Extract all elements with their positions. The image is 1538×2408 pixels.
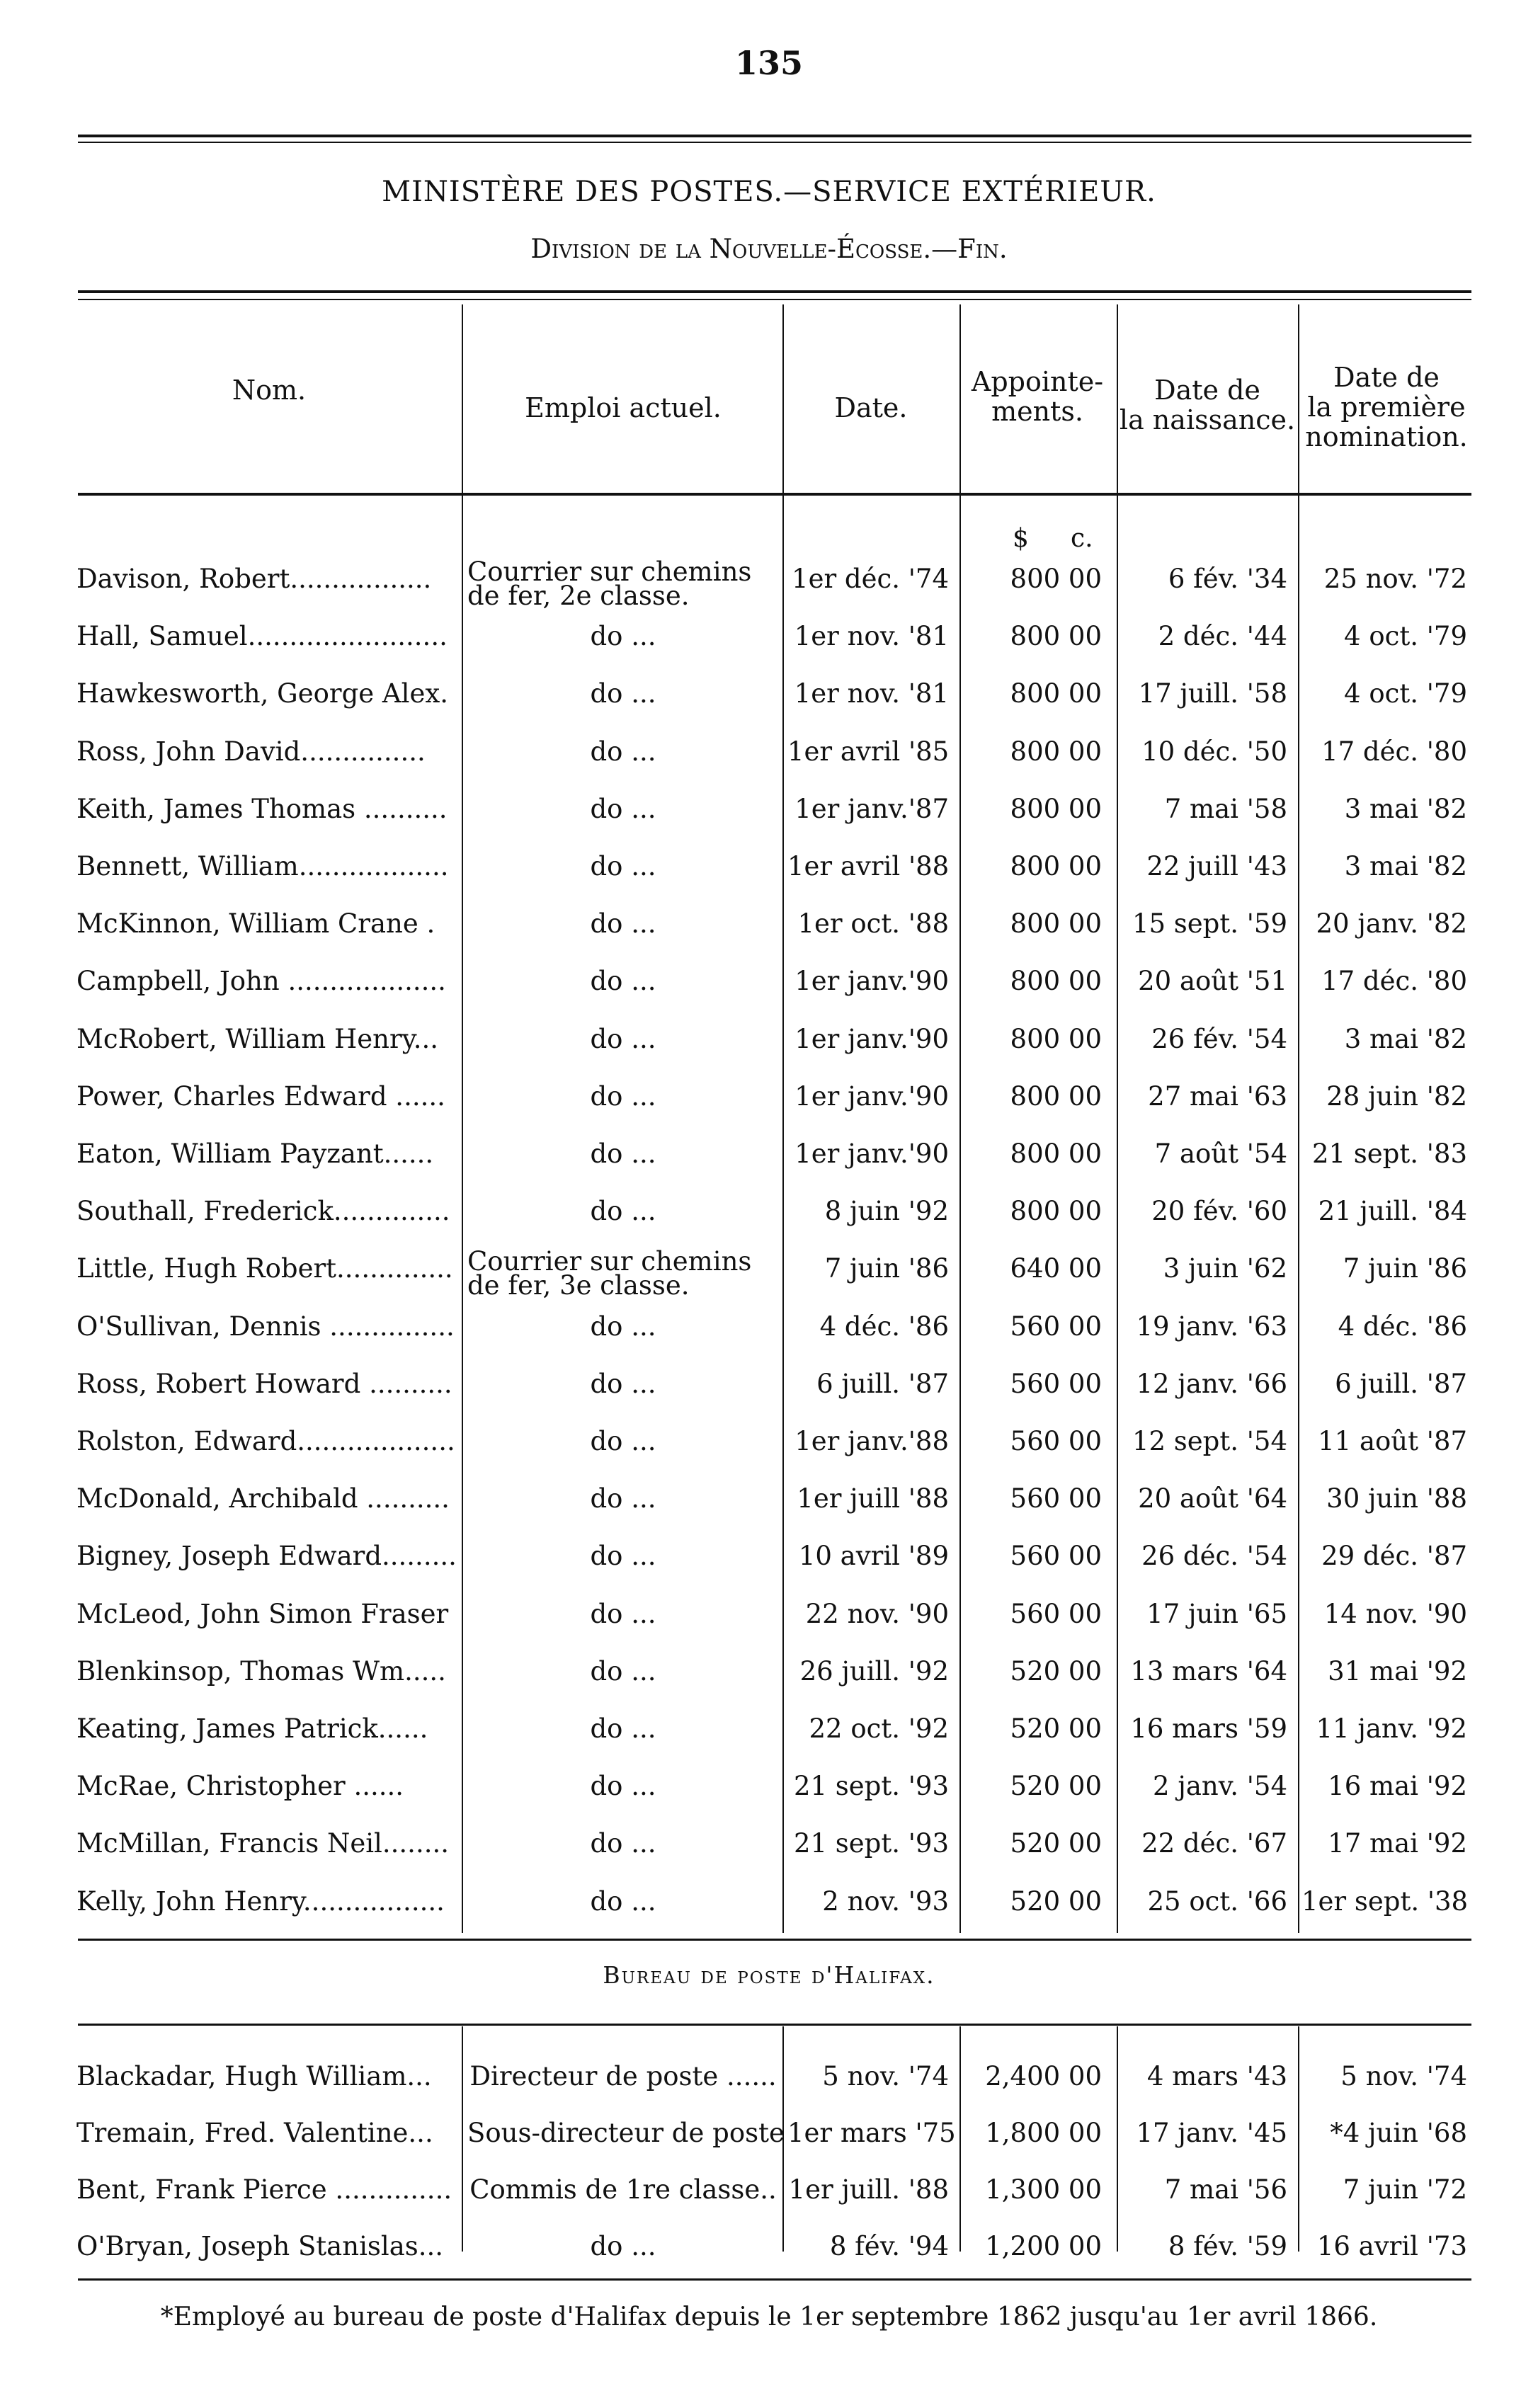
top-rule-thick <box>78 135 1471 137</box>
cell-date: 26 juill. '92 <box>799 1655 949 1687</box>
cell-job: Courrier sur chemins de fer, 3e classe. <box>467 1246 752 1301</box>
units-dollars: $ <box>1013 524 1029 553</box>
table-row <box>0 1311 1538 1368</box>
cell-date: 21 sept. '93 <box>793 1828 949 1859</box>
units-cents: c. <box>1071 524 1093 553</box>
cell-job: do ... <box>590 2231 656 2261</box>
cell-birth: 13 mars '64 <box>1130 1655 1287 1687</box>
cell-job: do ... <box>590 851 656 881</box>
cell-name: Rolston, Edward................... <box>76 1426 455 1456</box>
table-row <box>0 1138 1538 1195</box>
cell-date: 1er déc. '74 <box>792 564 949 594</box>
top-rule-thin <box>78 142 1471 143</box>
cell-name: Tremain, Fred. Valentine... <box>76 2118 433 2148</box>
cell-birth: 4 mars '43 <box>1146 2061 1287 2092</box>
page-title: MINISTÈRE DES POSTES.—SERVICE EXTÉRIEUR. <box>382 176 1156 208</box>
cell-pay: 560 00 <box>1010 1483 1102 1514</box>
cell-birth: 6 fév. '34 <box>1168 564 1287 594</box>
cell-name: Keith, James Thomas .......... <box>76 793 448 824</box>
cell-nomination: 11 août '87 <box>1318 1426 1467 1456</box>
cell-date: 1er avril '85 <box>787 736 950 767</box>
cell-name: Davison, Robert................. <box>76 564 432 594</box>
table-row <box>0 736 1538 793</box>
cell-date: 21 sept. '93 <box>793 1771 949 1802</box>
cell-date: 1er juill '88 <box>797 1483 949 1514</box>
cell-date: 1er avril '88 <box>787 851 950 881</box>
cell-nomination: 31 mai '92 <box>1328 1655 1467 1687</box>
table-row <box>0 620 1538 678</box>
cell-nomination: 21 sept. '83 <box>1311 1139 1467 1169</box>
table-row <box>0 908 1538 965</box>
cell-nomination: 7 juin '86 <box>1343 1253 1467 1284</box>
cell-birth: 26 fév. '54 <box>1151 1023 1287 1054</box>
header-pay <box>959 367 1115 426</box>
cell-nomination: 3 mai '82 <box>1344 1023 1467 1054</box>
cell-pay: 640 00 <box>1010 1253 1102 1284</box>
cell-name: Hawkesworth, George Alex. <box>76 678 448 709</box>
cell-name: Ross, John David............... <box>76 736 426 767</box>
cell-name: McMillan, Francis Neil........ <box>76 1828 449 1859</box>
cell-pay: 1,800 00 <box>985 2118 1102 2148</box>
cell-job: do ... <box>590 1828 656 1859</box>
table-row <box>0 1368 1538 1425</box>
cell-birth: 27 mai '63 <box>1148 1080 1287 1112</box>
cell-job: Sous-directeur de poste <box>467 2118 785 2148</box>
cell-pay: 800 00 <box>1010 1196 1102 1227</box>
cell-date: 22 oct. '92 <box>809 1713 949 1744</box>
header-top-rule-thin <box>78 299 1471 300</box>
cell-job: do ... <box>590 1483 656 1514</box>
cell-name: Southall, Frederick.............. <box>76 1196 450 1227</box>
cell-job: do ... <box>590 1771 656 1802</box>
cell-job: do ... <box>590 1368 656 1399</box>
footnote: *Employé au bureau de poste d'Halifax depuis le 1er septembre 1862 jusqu'au 1er avril 1866. <box>160 2303 1378 2332</box>
cell-pay: 560 00 <box>1010 1541 1102 1572</box>
header-pay-line2: ments. <box>991 396 1083 427</box>
cell-pay: 1,200 00 <box>985 2231 1102 2261</box>
cell-pay: 800 00 <box>1010 736 1102 767</box>
header-nom-line3: nomination. <box>1305 421 1468 452</box>
cell-job: do ... <box>590 1023 656 1054</box>
cell-nomination: 17 déc. '80 <box>1321 966 1467 997</box>
table-row <box>0 1425 1538 1483</box>
cell-date: 1er janv.'90 <box>794 1023 949 1054</box>
cell-birth: 16 mars '59 <box>1130 1713 1287 1744</box>
table-row <box>0 678 1538 735</box>
cell-pay: 800 00 <box>1010 793 1102 824</box>
header-birth <box>1119 375 1296 435</box>
cell-birth: 17 juin '65 <box>1146 1598 1287 1629</box>
cell-nomination: 25 nov. '72 <box>1323 564 1467 594</box>
cell-birth: 15 sept. '59 <box>1132 908 1287 940</box>
table-row <box>0 793 1538 850</box>
cell-nomination: 17 mai '92 <box>1328 1828 1467 1859</box>
cell-job: do ... <box>590 1655 656 1687</box>
table-row <box>0 965 1538 1022</box>
cell-name: Bent, Frank Pierce .............. <box>76 2174 452 2205</box>
cell-pay: 560 00 <box>1010 1426 1102 1456</box>
cell-name: Blackadar, Hugh William... <box>76 2061 432 2092</box>
table-row <box>0 1195 1538 1252</box>
cell-name: McRobert, William Henry... <box>76 1023 438 1054</box>
cell-nomination: 20 janv. '82 <box>1316 908 1467 940</box>
cell-name: O'Sullivan, Dennis ............... <box>76 1311 455 1342</box>
table-row <box>0 1080 1538 1138</box>
cell-name: Blenkinsop, Thomas Wm..... <box>76 1655 446 1687</box>
cell-job: do ... <box>590 1598 656 1629</box>
cell-nomination: 4 déc. '86 <box>1338 1311 1467 1342</box>
cell-job: do ... <box>590 1885 656 1917</box>
bottom-rule <box>78 2278 1471 2281</box>
cell-pay: 800 00 <box>1010 908 1102 940</box>
cell-birth: 2 déc. '44 <box>1158 621 1287 652</box>
cell-name: Bennett, William.................. <box>76 851 449 881</box>
cell-birth: 3 juin '62 <box>1163 1253 1287 1284</box>
cell-job: do ... <box>590 1080 656 1112</box>
cell-pay: 1,300 00 <box>985 2174 1102 2205</box>
cell-job: do ... <box>590 1196 656 1227</box>
cell-nomination: 29 déc. '87 <box>1321 1541 1467 1572</box>
cell-birth: 10 déc. '50 <box>1141 736 1287 767</box>
cell-birth: 17 janv. '45 <box>1136 2118 1287 2148</box>
cell-nomination: 6 juill. '87 <box>1335 1368 1467 1399</box>
table-row <box>0 1655 1538 1713</box>
cell-name: Hall, Samuel........................ <box>76 621 448 652</box>
header-nom-line2: la première <box>1307 392 1466 423</box>
cell-birth: 7 mai '56 <box>1164 2174 1287 2205</box>
cell-nomination: 30 juin '88 <box>1326 1483 1467 1514</box>
table-row <box>0 2174 1538 2231</box>
cell-date: 8 juin '92 <box>824 1196 949 1227</box>
table-row <box>0 1246 1538 1310</box>
cell-pay: 800 00 <box>1010 966 1102 997</box>
cell-pay: 800 00 <box>1010 1139 1102 1169</box>
header-date: Date. <box>834 392 908 423</box>
cell-job: do ... <box>590 908 656 940</box>
cell-nomination: 16 avril '73 <box>1316 2231 1467 2261</box>
table-row <box>0 1540 1538 1597</box>
cell-name: Power, Charles Edward ...... <box>76 1080 445 1112</box>
cell-job: Commis de 1re classe.. <box>469 2174 777 2205</box>
cell-date: 1er juill. '88 <box>788 2174 949 2205</box>
table-row <box>0 2117 1538 2174</box>
cell-date: 10 avril '89 <box>798 1541 949 1572</box>
cell-name: McDonald, Archibald .......... <box>76 1483 450 1514</box>
cell-birth: 26 déc. '54 <box>1141 1541 1287 1572</box>
cell-date: 22 nov. '90 <box>805 1598 949 1629</box>
cell-date: 1er janv.'88 <box>794 1426 949 1456</box>
cell-name: Campbell, John ................... <box>76 966 446 997</box>
table-row <box>0 1770 1538 1827</box>
cell-birth: 20 août '51 <box>1138 966 1287 997</box>
cell-job: do ... <box>590 1311 656 1342</box>
cell-nomination: 3 mai '82 <box>1344 851 1467 881</box>
cell-date: 1er mars '75 <box>787 2118 956 2148</box>
cell-job: do ... <box>590 966 656 997</box>
cell-date: 1er nov. '81 <box>794 621 949 652</box>
header-pay-line1: Appointe- <box>971 366 1104 397</box>
header-name: Nom. <box>232 375 307 406</box>
table-row <box>0 1598 1538 1655</box>
cell-date: 1er oct. '88 <box>797 908 949 940</box>
header-job: Emploi actuel. <box>525 392 722 423</box>
cell-name: Eaton, William Payzant...... <box>76 1139 434 1169</box>
cell-birth: 2 janv. '54 <box>1153 1771 1287 1802</box>
cell-pay: 800 00 <box>1010 564 1102 594</box>
cell-date: 1er janv.'90 <box>794 966 949 997</box>
cell-pay: 560 00 <box>1010 1368 1102 1399</box>
cell-pay: 800 00 <box>1010 621 1102 652</box>
cell-job: Courrier sur chemins de fer, 2e classe. <box>467 557 752 611</box>
cell-date: 4 déc. '86 <box>819 1311 949 1342</box>
cell-date: 6 juill. '87 <box>816 1368 949 1399</box>
cell-date: 1er janv.'90 <box>794 1139 949 1169</box>
page-subtitle: Division de la Nouvelle-Écosse.—Fin. <box>530 234 1008 264</box>
cell-name: McKinnon, William Crane . <box>76 908 435 940</box>
table-row <box>0 2060 1538 2118</box>
table-row <box>0 1713 1538 1770</box>
cell-nomination: *4 juin '68 <box>1330 2118 1467 2148</box>
section-title: Bureau de poste d'Halifax. <box>603 1961 935 1989</box>
cell-birth: 7 août '54 <box>1154 1139 1287 1169</box>
header-nomination <box>1301 363 1471 452</box>
cell-name: McRae, Christopher ...... <box>76 1771 404 1802</box>
cell-job: do ... <box>590 1541 656 1572</box>
cell-nomination: 11 janv. '92 <box>1316 1713 1467 1744</box>
cell-nomination: 21 juill. '84 <box>1318 1196 1467 1227</box>
cell-birth: 8 fév. '59 <box>1168 2231 1287 2261</box>
cell-name: O'Bryan, Joseph Stanislas... <box>76 2231 444 2261</box>
cell-name: Little, Hugh Robert.............. <box>76 1253 453 1284</box>
cell-birth: 25 oct. '66 <box>1147 1885 1287 1917</box>
table-row <box>0 1023 1538 1080</box>
cell-date: 1er janv.'90 <box>794 1080 949 1112</box>
cell-job: do ... <box>590 621 656 652</box>
cell-name: Ross, Robert Howard .......... <box>76 1368 452 1399</box>
cell-date: 2 nov. '93 <box>822 1885 949 1917</box>
cell-birth: 22 juill '43 <box>1146 851 1287 881</box>
cell-pay: 520 00 <box>1010 1828 1102 1859</box>
cell-nomination: 4 oct. '79 <box>1344 621 1467 652</box>
cell-name: Bigney, Joseph Edward......... <box>76 1541 457 1572</box>
cell-birth: 17 juill. '58 <box>1138 678 1287 709</box>
cell-pay: 520 00 <box>1010 1655 1102 1687</box>
cell-pay: 560 00 <box>1010 1311 1102 1342</box>
cell-job: do ... <box>590 1713 656 1744</box>
cell-birth: 20 fév. '60 <box>1151 1196 1287 1227</box>
cell-job: do ... <box>590 736 656 767</box>
page-number: 135 <box>734 44 804 82</box>
cell-nomination: 28 juin '82 <box>1326 1080 1467 1112</box>
cell-birth: 22 déc. '67 <box>1141 1828 1287 1859</box>
table-end-rule <box>78 1939 1471 1941</box>
table-row <box>0 1885 1538 1943</box>
header-birth-line1: Date de <box>1154 375 1260 406</box>
cell-birth: 20 août '64 <box>1138 1483 1287 1514</box>
table-row <box>0 1483 1538 1540</box>
cell-birth: 19 janv. '63 <box>1136 1311 1287 1342</box>
table-row <box>0 1827 1538 1885</box>
header-top-rule-thick <box>78 290 1471 293</box>
table-row <box>0 850 1538 908</box>
cell-nomination: 1er sept. '38 <box>1301 1885 1469 1917</box>
cell-nomination: 14 nov. '90 <box>1323 1598 1467 1629</box>
cell-job: Directeur de poste ...... <box>469 2061 777 2092</box>
cell-birth: 7 mai '58 <box>1164 793 1287 824</box>
cell-date: 1er nov. '81 <box>794 678 949 709</box>
cell-pay: 560 00 <box>1010 1598 1102 1629</box>
cell-birth: 12 janv. '66 <box>1136 1368 1287 1399</box>
cell-pay: 2,400 00 <box>985 2061 1102 2092</box>
cell-date: 8 fév. '94 <box>829 2231 949 2261</box>
cell-nomination: 17 déc. '80 <box>1321 736 1467 767</box>
cell-pay: 800 00 <box>1010 678 1102 709</box>
cell-pay: 800 00 <box>1010 1080 1102 1112</box>
cell-nomination: 3 mai '82 <box>1344 793 1467 824</box>
cell-pay: 520 00 <box>1010 1771 1102 1802</box>
cell-nomination: 7 juin '72 <box>1343 2174 1467 2205</box>
cell-pay: 520 00 <box>1010 1713 1102 1744</box>
section-rule <box>78 2024 1471 2026</box>
cell-name: Keating, James Patrick...... <box>76 1713 428 1744</box>
cell-pay: 520 00 <box>1010 1885 1102 1917</box>
table-row <box>0 557 1538 620</box>
header-bottom-rule <box>78 493 1471 496</box>
cell-name: McLeod, John Simon Fraser <box>76 1598 449 1629</box>
cell-pay: 800 00 <box>1010 851 1102 881</box>
cell-date: 1er janv.'87 <box>794 793 949 824</box>
cell-date: 7 juin '86 <box>824 1253 949 1284</box>
cell-nomination: 4 oct. '79 <box>1344 678 1467 709</box>
cell-nomination: 16 mai '92 <box>1328 1771 1467 1802</box>
header-nom-line1: Date de <box>1333 362 1440 393</box>
cell-job: do ... <box>590 1426 656 1456</box>
cell-birth: 12 sept. '54 <box>1132 1426 1287 1456</box>
cell-job: do ... <box>590 1139 656 1169</box>
cell-job: do ... <box>590 678 656 709</box>
cell-pay: 800 00 <box>1010 1023 1102 1054</box>
cell-date: 5 nov. '74 <box>822 2061 949 2092</box>
cell-nomination: 5 nov. '74 <box>1340 2061 1467 2092</box>
cell-job: do ... <box>590 793 656 824</box>
cell-name: Kelly, John Henry................. <box>76 1885 445 1917</box>
header-birth-line2: la naissance. <box>1119 404 1296 435</box>
